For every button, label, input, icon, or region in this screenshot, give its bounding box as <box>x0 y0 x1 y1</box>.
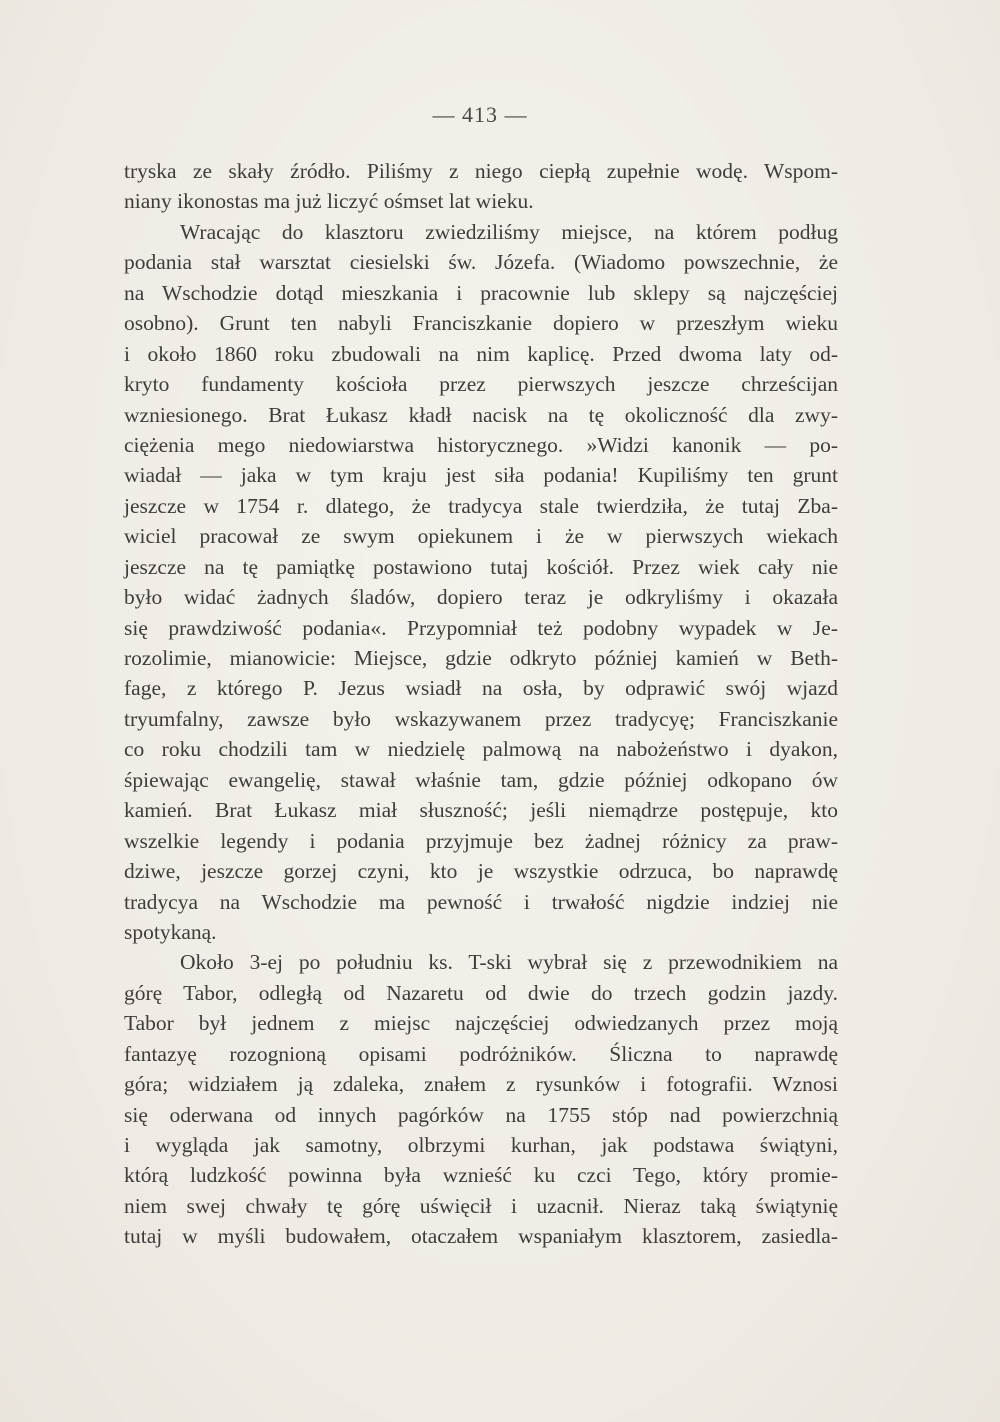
text-line: śpiewając ewangelię, stawał właśnie tam, gdzie później odkopano ów <box>124 767 838 792</box>
text-line: Wracając do klasztoru zwiedziliśmy miejsce, na którem podług <box>180 219 838 244</box>
text-line: góra; widziałem ją zdaleka, znałem z rysunków i fotografii. Wznosi <box>124 1072 838 1097</box>
text-line: Około 3-ej po południu ks. T-ski wybrał się z przewodnikiem na <box>180 950 838 975</box>
text-line: ciężenia mego niedowiarstwa historycznego. »Widzi kanonik — po- <box>124 432 838 457</box>
text-line: górę Tabor, odległą od Nazaretu od dwie do trzech godzin jazdy. <box>124 980 838 1005</box>
text-line: osobno). Grunt ten nabyli Franciszkanie dopiero w przeszłym wieku <box>124 311 838 336</box>
text-line: na Wschodzie dotąd mieszkania i pracownie lub sklepy są najczęściej <box>124 280 838 305</box>
text-line: tryska ze skały źródło. Piliśmy z niego ciepłą zupełnie wodę. Wspom- <box>124 159 838 183</box>
text-line: się oderwana od innych pagórków na 1755 stóp nad powierzchnią <box>124 1102 838 1127</box>
text-line: i około 1860 roku zbudowali na nim kaplicę. Przed dwoma laty od- <box>124 341 838 366</box>
text-line: jeszcze w 1754 r. dlatego, że tradycya stale twierdziła, że tutaj Zba- <box>124 493 838 518</box>
text-line: fage, z którego P. Jezus wsiadł na osła, by odprawić swój wjazd <box>124 676 838 701</box>
text-line: wzniesionego. Brat Łukasz kładł nacisk na tę okoliczność dla zwy- <box>124 402 838 427</box>
text-line: kamień. Brat Łukasz miał słuszność; jeśli niemądrze postępuje, kto <box>124 798 838 823</box>
text-line: wszelkie legendy i podania przyjmuje bez żadnej różnicy za praw- <box>124 828 838 853</box>
text-line: podania stał warsztat ciesielski św. Józefa. (Wiadomo powszechnie, że <box>124 250 838 275</box>
text-line: co roku chodzili tam w niedzielę palmową na nabożeństwo i dyakon, <box>124 737 838 762</box>
text-line: jeszcze na tę pamiątkę postawiono tutaj kościół. Przez wiek cały nie <box>124 554 838 579</box>
text-line: tutaj w myśli budowałem, otaczałem wspaniałym klasztorem, zasiedla- <box>124 1224 838 1249</box>
text-line: fantazyę rozognioną opisami podróżników. Śliczna to naprawdę <box>124 1041 838 1066</box>
text-line: tryumfalny, zawsze było wskazywanem przez tradycyę; Franciszkanie <box>124 706 838 731</box>
text-line: tradycya na Wschodzie ma pewność i trwałość nigdzie indziej nie <box>124 889 838 914</box>
text-line: niany ikonostas ma już liczyć ośmset lat wieku. <box>124 189 534 214</box>
text-line: spotykaną. <box>124 919 217 944</box>
text-line: i wygląda jak samotny, olbrzymi kurhan, jak podstawa świątyni, <box>124 1133 838 1157</box>
text-line: wiciel pracował ze swym opiekunem i że w pierwszych wiekach <box>124 524 838 549</box>
text-line: niem swej chwały tę górę uświęcił i uzacnił. Nieraz taką świątynię <box>124 1193 838 1218</box>
text-line: było widać żadnych śladów, dopiero teraz je odkryliśmy i okazała <box>124 585 838 610</box>
text-line: dziwe, jeszcze gorzej czyni, kto je wszystkie odrzuca, bo naprawdę <box>124 859 838 884</box>
text-line: którą ludzkość powinna była wznieść ku czci Tego, który promie- <box>124 1163 838 1188</box>
page-number: — 413 — <box>432 102 528 127</box>
body-text <box>124 156 838 1252</box>
text-line: kryto fundamenty kościoła przez pierwszych jeszcze chrześcijan <box>124 372 838 397</box>
text-line: rozolimie, mianowicie: Miejsce, gdzie odkryto później kamień w Beth- <box>124 646 838 670</box>
text-line: się prawdziwość podania«. Przypomniał też podobny wypadek w Je- <box>124 615 838 640</box>
text-line: wiadał — jaka w tym kraju jest siła podania! Kupiliśmy ten grunt <box>124 463 838 488</box>
text-line: Tabor był jednem z miejsc najczęściej odwiedzanych przez moją <box>124 1011 838 1036</box>
